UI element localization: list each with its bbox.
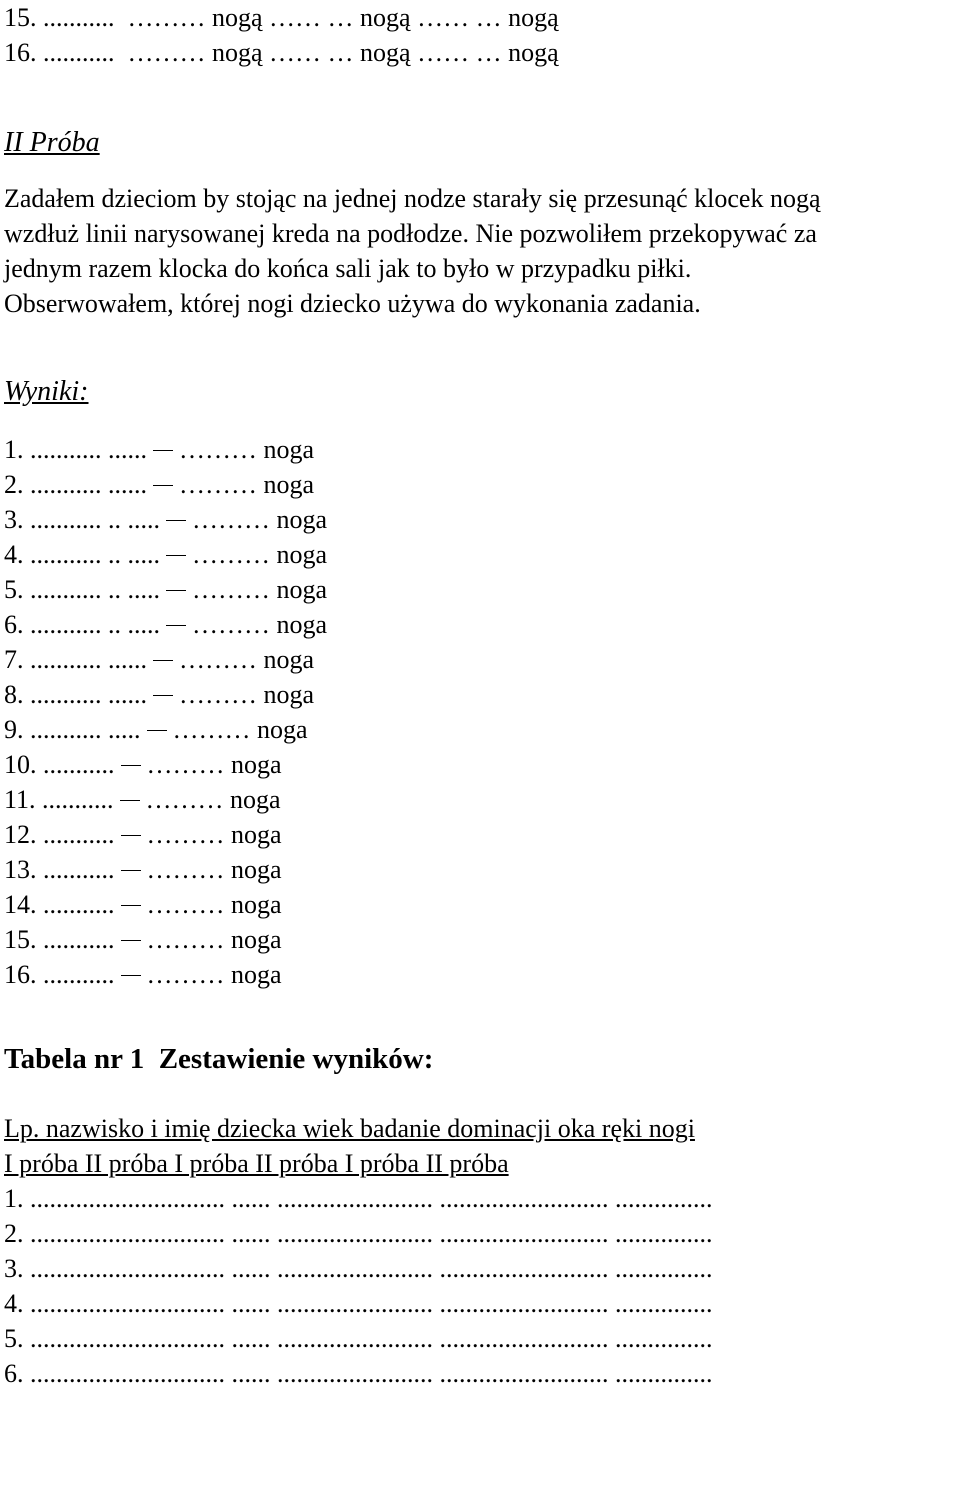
result-line-16: 16. ........... ……… nogą …… … nogą …… … nogą bbox=[4, 38, 559, 67]
result-row: 15. ........... ……… noga bbox=[4, 925, 282, 954]
result-row: 13. ........... ……… noga bbox=[4, 855, 282, 884]
table-row: 1. .............................. ...... ........................ .......................... ............... bbox=[4, 1184, 713, 1213]
previous-results-tail bbox=[4, 0, 954, 70]
table-row: 6. .............................. ...... ........................ .......................... ............... bbox=[4, 1359, 713, 1388]
result-row: 2. ........... ...... ……… noga bbox=[4, 470, 315, 499]
result-row: 11. ........... ……… noga bbox=[4, 785, 281, 814]
result-row: 3. ........... .. ..... ……… noga bbox=[4, 505, 328, 534]
paragraph-line: Zadałem dzieciom by stojąc na jednej nodze starały się przesunąć klocek nogą bbox=[4, 184, 821, 213]
result-row: 5. ........... .. ..... ……… noga bbox=[4, 575, 328, 604]
paragraph-line: Obserwowałem, której nogi dziecko używa do wykonania zadania. bbox=[4, 289, 701, 318]
paragraph-line: jednym razem klocka do końca sali jak to było w przypadku piłki. bbox=[4, 254, 692, 283]
table-row: 4. .............................. ...... ........................ .......................... ............... bbox=[4, 1289, 713, 1318]
results-table bbox=[4, 1111, 954, 1391]
table-row: 5. .............................. ...... ........................ .......................... ............... bbox=[4, 1324, 713, 1353]
result-row: 10. ........... ……… noga bbox=[4, 750, 282, 779]
result-row: 1. ........... ...... ……… noga bbox=[4, 435, 315, 464]
table-header-row-2: I próba II próba I próba II próba I próba II próba bbox=[4, 1149, 509, 1178]
section-title-ii-proba: II Próba bbox=[4, 127, 100, 158]
results-title: Wyniki: bbox=[4, 376, 89, 407]
result-row: 4. ........... .. ..... ……… noga bbox=[4, 540, 328, 569]
result-row: 14. ........... ……… noga bbox=[4, 890, 282, 919]
result-row: 12. ........... ……… noga bbox=[4, 820, 282, 849]
table-row: 2. .............................. ...... ........................ .......................... ............... bbox=[4, 1219, 713, 1248]
result-row: 6. ........... .. ..... ……… noga bbox=[4, 610, 328, 639]
result-row: 16. ........... ……… noga bbox=[4, 960, 282, 989]
paragraph-line: wzdłuż linii narysowanej kreda na podłodze. Nie pozwoliłem przekopywać za bbox=[4, 219, 817, 248]
document-page bbox=[4, 0, 954, 1391]
table-title: Tabela nr 1 Zestawienie wyników: bbox=[4, 1043, 434, 1075]
result-row: 8. ........... ...... ……… noga bbox=[4, 680, 315, 709]
result-row: 7. ........... ...... ……… noga bbox=[4, 645, 315, 674]
table-row: 3. .............................. ...... ........................ .......................... ............... bbox=[4, 1254, 713, 1283]
description-paragraph bbox=[4, 181, 954, 321]
result-line-15: 15. ........... ……… nogą …… … nogą …… … nogą bbox=[4, 3, 559, 32]
result-row: 9. ........... ..... ……… noga bbox=[4, 715, 308, 744]
table-header-row-1: Lp. nazwisko i imię dziecka wiek badanie dominacji oka ręki nogi bbox=[4, 1114, 695, 1143]
results-list bbox=[4, 432, 954, 992]
